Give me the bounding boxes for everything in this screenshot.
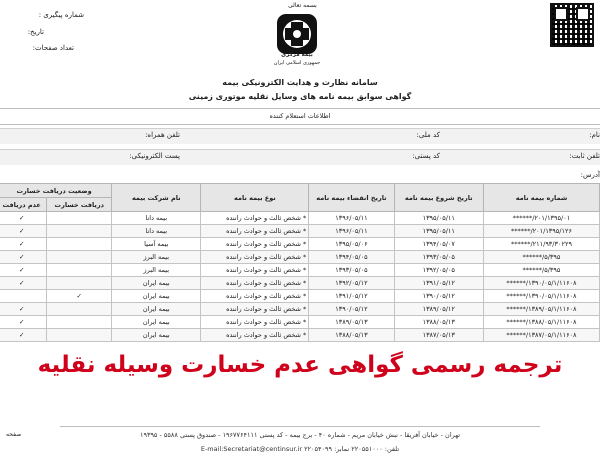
cell-no-claim — [0, 290, 47, 303]
cell-policy-number: ۵/۳۹۵/****** — [483, 264, 599, 277]
cell-start-date: ۱۳۹۵/۰۵/۱۱ — [394, 212, 483, 225]
cell-expiry-date: ۱۳۹۵/۰۵/۰۶ — [309, 238, 394, 251]
logo-name-line1: بیمه مرکزی — [281, 52, 313, 58]
cell-no-claim: ✓ — [0, 225, 47, 238]
cell-insurer-name: بیمه دانا — [112, 225, 201, 238]
page-subtitle: گواهی سوابق بیمه نامه های وسایل نقلیه موتوری زمینی — [188, 92, 412, 101]
cell-claim-received: ✓ — [47, 290, 112, 303]
cell-expiry-date: ۱۳۹۴/۰۵/۰۵ — [309, 251, 394, 264]
applicant-row-1 — [0, 128, 600, 144]
cell-expiry-date: ۱۳۹۲/۰۵/۱۲ — [309, 277, 394, 290]
cell-expiry-date: ۱۳۹۳/۰۵/۰۵ — [309, 264, 394, 277]
cell-start-date: ۱۳۸۸/۰۵/۱۳ — [394, 316, 483, 329]
cell-policy-type: * شخص ثالث و حوادث راننده — [201, 290, 309, 303]
cell-policy-type: * شخص ثالث و حوادث راننده — [201, 251, 309, 264]
cell-policy-number: ۲۱۱/۹۳/۳۰۲۲۹/****** — [483, 238, 599, 251]
cell-policy-number: ۲۰۱/۱۳۹۵/۱۲۶/****** — [483, 225, 599, 238]
cell-claim-received — [47, 329, 112, 342]
col-start-date: تاریخ شروع بیمه نامه — [394, 184, 483, 212]
cell-expiry-date: ۱۳۹۱/۰۵/۱۲ — [309, 290, 394, 303]
cell-policy-number: ۱۳۸۷/۰۵/۱/۱۱۶۰۸/****** — [483, 329, 599, 342]
cell-no-claim: ✓ — [0, 264, 47, 277]
table-row — [0, 329, 600, 342]
cell-start-date: ۱۳۹۰/۰۵/۱۲ — [394, 290, 483, 303]
cell-expiry-date: ۱۳۹۶/۰۵/۱۱ — [309, 212, 394, 225]
cell-policy-number: ۱۳۹۰/۰۵/۱/۱۱۶۰۸/****** — [483, 277, 599, 290]
cell-policy-type: * شخص ثالث و حوادث راننده — [201, 212, 309, 225]
cell-claim-received — [47, 316, 112, 329]
cell-claim-received — [47, 264, 112, 277]
col-policy-type: نوع بیمه نامه — [201, 184, 309, 212]
table-row — [0, 316, 600, 329]
table-row — [0, 225, 600, 238]
cell-policy-number: ۲۰۱/۱۳۹۵/۰۱/****** — [483, 212, 599, 225]
cell-insurer-name: بیمه ایران — [112, 329, 201, 342]
col-claim-received: دریافت خسارت — [47, 198, 112, 212]
cell-expiry-date: ۱۳۹۰/۰۵/۱۲ — [309, 303, 394, 316]
address-label: آدرس: — [580, 171, 600, 179]
table-row — [0, 212, 600, 225]
qr-code-icon — [550, 3, 594, 47]
cell-policy-number: ۱۳۸۸/۰۵/۱/۱۱۶۰۸/****** — [483, 316, 599, 329]
cell-policy-type: * شخص ثالث و حوادث راننده — [201, 329, 309, 342]
cell-policy-type: * شخص ثالث و حوادث راننده — [201, 225, 309, 238]
footer-address: تهران - خیابان آفریقا - نبش خیابان مریم - شماره ۴۰ - برج بیمه - کد پستی ۱۹۶۷۷۶۴۱۱۱ - صندوق پستی ۵۵۸۸ - ۱۹۳۹۵ — [139, 431, 461, 439]
cell-no-claim: ✓ — [0, 277, 47, 290]
pages-label: تعداد صفحات: — [32, 44, 74, 52]
cell-insurer-name: بیمه ایران — [112, 303, 201, 316]
table-row — [0, 238, 600, 251]
mobile-label: تلفن همراه: — [145, 131, 180, 139]
cell-no-claim: ✓ — [0, 329, 47, 342]
name-label: نام: — [589, 131, 600, 139]
logo-name-line2: جمهوری اسلامی ایران — [273, 60, 321, 66]
col-insurer-name: نام شرکت بیمه — [112, 184, 201, 212]
cell-claim-received — [47, 212, 112, 225]
col-expiry-date: تاریخ انقضاء بیمه نامه — [309, 184, 394, 212]
applicant-section-title: اطلاعات استعلام کننده — [269, 112, 331, 120]
cell-policy-type: * شخص ثالث و حوادث راننده — [201, 303, 309, 316]
cell-insurer-name: بیمه ایران — [112, 277, 201, 290]
cell-policy-type: * شخص ثالث و حوادث راننده — [201, 264, 309, 277]
cell-insurer-name: بیمه البرز — [112, 251, 201, 264]
phone-label: تلفن ثابت: — [569, 152, 600, 160]
cell-no-claim: ✓ — [0, 316, 47, 329]
cell-policy-type: * شخص ثالث و حوادث راننده — [201, 277, 309, 290]
cell-start-date: ۱۳۹۵/۰۵/۱۱ — [394, 225, 483, 238]
cell-start-date: ۱۳۹۳/۰۵/۰۵ — [394, 251, 483, 264]
cell-claim-received — [47, 303, 112, 316]
cell-insurer-name: بیمه البرز — [112, 264, 201, 277]
cell-policy-number: ۵/۳۹۵/****** — [483, 251, 599, 264]
page-title: سامانه نظارت و هدایت الکترونیکی بیمه — [222, 78, 378, 87]
cell-no-claim: ✓ — [0, 238, 47, 251]
table-row — [0, 290, 600, 303]
cell-insurer-name: بیمه ایران — [112, 316, 201, 329]
applicant-row-2 — [0, 149, 600, 165]
cell-start-date: ۱۳۹۱/۰۵/۱۲ — [394, 277, 483, 290]
cell-start-date: ۱۳۹۲/۰۵/۰۵ — [394, 264, 483, 277]
cell-insurer-name: بیمه دانا — [112, 212, 201, 225]
table-row — [0, 277, 600, 290]
cell-policy-number: ۱۳۸۹/۰۵/۱/۱۱۶۰۸/****** — [483, 303, 599, 316]
bismillah-text: بسمه تعالی — [288, 2, 317, 9]
cell-expiry-date: ۱۳۹۶/۰۵/۱۱ — [309, 225, 394, 238]
central-insurance-logo — [273, 12, 321, 56]
col-no-claim: عدم دریافت — [0, 198, 47, 212]
col-policy-number: شماره بیمه نامه — [483, 184, 599, 212]
cell-policy-number: ۱۳۹۰/۰۵/۱/۱۱۶۰۸/****** — [483, 290, 599, 303]
cell-expiry-date: ۱۳۸۹/۰۵/۱۳ — [309, 316, 394, 329]
cell-start-date: ۱۳۸۷/۰۵/۱۳ — [394, 329, 483, 342]
cell-start-date: ۱۳۸۹/۰۵/۱۲ — [394, 303, 483, 316]
cell-no-claim: ✓ — [0, 212, 47, 225]
page-number-label: صفحه — [6, 431, 22, 438]
cell-expiry-date: ۱۳۸۸/۰۵/۱۳ — [309, 329, 394, 342]
cell-no-claim: ✓ — [0, 251, 47, 264]
cell-policy-type: * شخص ثالث و حوادث راننده — [201, 238, 309, 251]
table-row — [0, 264, 600, 277]
cell-insurer-name: بیمه ایران — [112, 290, 201, 303]
email-label: پست الکترونیکی: — [129, 152, 180, 160]
cell-start-date: ۱۳۹۴/۰۵/۰۷ — [394, 238, 483, 251]
translation-banner-text: ترجمه رسمی گواهی عدم خسارت وسیله نقلیه — [37, 352, 563, 378]
date-label: تاریخ: — [27, 28, 44, 36]
cell-no-claim: ✓ — [0, 303, 47, 316]
footer-contact: E-mail:Secretariat@centinsur.ir تلفن: ۲۲۰۵۵۱۰۰۰ نمابر: ۲۲۰۵۴۰۹۹ — [200, 445, 400, 453]
table-row — [0, 251, 600, 264]
insurance-history-table — [0, 183, 600, 342]
national-code-label: کد ملی: — [416, 131, 440, 139]
col-group-claim-status: وضعیت دریافت خسارت — [0, 184, 112, 198]
cell-insurer-name: بیمه آسیا — [112, 238, 201, 251]
cell-claim-received — [47, 225, 112, 238]
cell-claim-received — [47, 251, 112, 264]
tracking-label: شماره پیگیری : — [38, 11, 84, 19]
postal-code-label: کد پستی: — [412, 152, 440, 160]
cell-policy-type: * شخص ثالث و حوادث راننده — [201, 316, 309, 329]
table-row — [0, 303, 600, 316]
cell-claim-received — [47, 238, 112, 251]
cell-claim-received — [47, 277, 112, 290]
